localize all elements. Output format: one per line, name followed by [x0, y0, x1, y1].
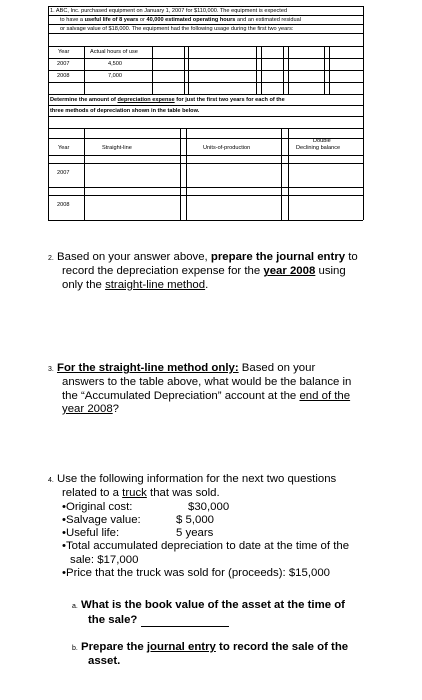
grid-col [324, 46, 325, 94]
grid-col [288, 128, 289, 220]
rule [48, 70, 363, 71]
usage-year: 2007 [57, 61, 70, 67]
rule [48, 155, 363, 156]
usage-hours: 4,500 [108, 61, 122, 67]
problem1-line2: to have a useful life of 8 years or 40,000 estimated operating hours and an estimated residual [60, 17, 302, 23]
problem1-line1: 1. ABC, Inc. purchased equipment on January 1, 2007 for $110,000. The equipment is expected [50, 8, 288, 14]
grid-col [288, 46, 289, 94]
rule [48, 94, 363, 95]
rule [48, 163, 363, 164]
rule [48, 105, 363, 106]
method-header-double: Double [313, 138, 331, 144]
instruction-line2: three methods of depreciation shown in the table below. [50, 108, 200, 114]
answer-blank[interactable] [141, 616, 229, 627]
method-header-declining-balance: Declining balance [296, 145, 341, 151]
info-item: •Price that the truck was sold for (proceeds): $15,000 [62, 567, 331, 580]
rule [48, 128, 363, 129]
rule-bottom [48, 220, 363, 221]
usage-header-year: Year [58, 49, 70, 55]
method-header-year: Year [58, 145, 70, 151]
rule [48, 82, 363, 83]
grid-col [84, 128, 85, 220]
question-4b: b. Prepare the journal entry to record the sale of the [72, 640, 349, 653]
frame-right [363, 6, 364, 220]
rule [48, 46, 363, 47]
grid-col [256, 46, 257, 94]
grid-col [184, 46, 185, 94]
rule [48, 116, 363, 117]
method-header-straight-line: Straight-line [102, 145, 132, 151]
grid-col [283, 46, 284, 94]
question-4: 4. Use the following information for the next two questions related to a truck that was sold. •Original cost: $30,000 •Salvage value: $ 5,000 •Useful life: 5 years •Total accumulated depreciation to date at the time of the sale: $17,000 •Price that the truck was sold for (proceeds): $15,000 a. What is the book value of the asset at the time of the sale? b. Prepare the journal entry to record the sale of the asset. [48, 473, 420, 669]
question-number: 2. [48, 255, 54, 262]
grid-col [188, 46, 189, 94]
usage-hours: 7,000 [108, 73, 122, 79]
info-item-continued: sale: $17,000 [70, 553, 139, 566]
question-number: 3. [48, 366, 54, 373]
question-4a: a. What is the book value of the asset at the time of [72, 599, 345, 612]
grid-col [186, 128, 187, 220]
question-4a-continued: the sale? [48, 614, 420, 627]
usage-header-hours: Actual hours of use [90, 49, 138, 55]
info-item: •Salvage value: $ 5,000 [62, 513, 215, 526]
frame-left [48, 6, 49, 220]
rule [48, 195, 363, 196]
grid-col [281, 128, 282, 220]
method-row-year: 2008 [57, 202, 70, 208]
grid-col [180, 128, 181, 220]
info-item: •Original cost: $30,000 [62, 500, 230, 513]
grid-col [152, 46, 153, 94]
method-header-units-of-production: Units-of-production [203, 145, 251, 151]
grid-col [84, 46, 85, 94]
usage-year: 2008 [57, 73, 70, 79]
grid-col [329, 46, 330, 94]
grid-col [261, 46, 262, 94]
question-4b-continued: asset. [88, 655, 121, 668]
info-item: •Useful life: 5 years [62, 527, 214, 540]
question-3: 3. For the straight-line method only: Based on your answers to the table above, what would be the balance in the “Accumulated Depreciation” account at the end of the year 2008? [48, 362, 352, 415]
rule [48, 33, 363, 34]
rule [48, 187, 363, 188]
question-2: 2. Based on your answer above, prepare the journal entry to record the depreciation expense for the year 2008 using only the straight-line method. [48, 251, 358, 291]
rule [48, 58, 363, 59]
question-number: 4. [48, 477, 54, 484]
method-row-year: 2007 [57, 170, 70, 176]
info-item: •Total accumulated depreciation to date at the time of the [62, 540, 350, 553]
problem1-line3: or salvage value of $18,000. The equipment had the following usage during the first two years: [60, 26, 294, 32]
instruction-line1: Determine the amount of depreciation expense for just the first two years for each of the [50, 97, 285, 103]
